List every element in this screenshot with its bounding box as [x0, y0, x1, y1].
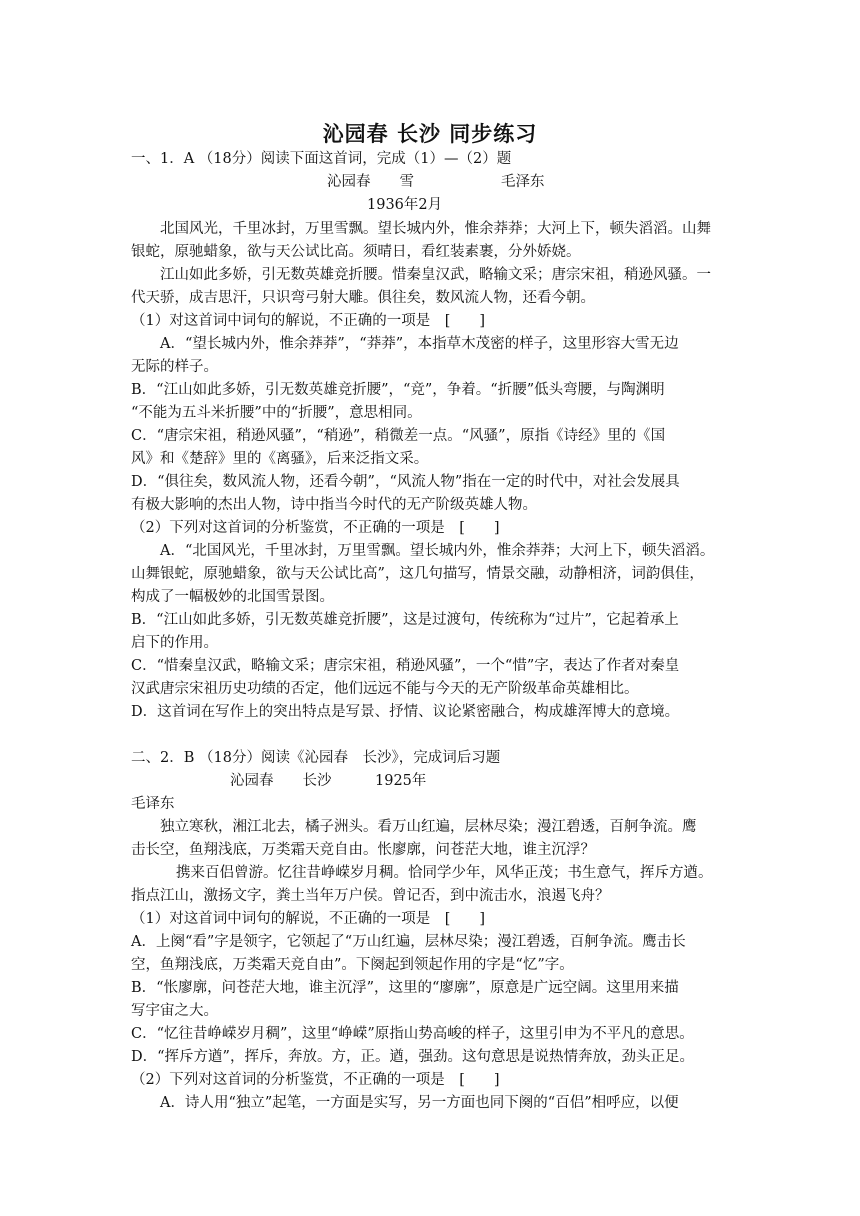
- option-line: 山舞银蛇，原驰蜡象，欲与天公试比高”，这几句描写，情景交融，动静相济，词韵俱佳，: [131, 566, 704, 582]
- poem-line: 携来百侣曾游。忆往昔峥嵘岁月稠。恰同学少年，风华正茂；书生意气，挥斥方遒。: [176, 865, 713, 881]
- option-line: 写宇宙之大。: [131, 1003, 218, 1019]
- poem-1-heading: 沁园春 雪 毛泽东: [327, 174, 545, 190]
- option-line: D．“挥斥方遒”，挥斥，奔放。方，正。遒，强劲。这句意思是说热情奔放，劲头正足。: [131, 1049, 694, 1065]
- option-line: C．“惜秦皇汉武，略输文采；唐宗宋祖，稍逊风骚”，一个“惜”字，表达了作者对秦皇: [131, 658, 680, 674]
- question-line: （1）对这首词中词句的解说，不正确的一项是 [ ]: [131, 313, 486, 329]
- option-line: C．“忆往昔峥嵘岁月稠”，这里“峥嵘”原指山势高峻的样子，这里引申为不平凡的意思。: [131, 1026, 694, 1042]
- poem-1-date: 1936年2月: [367, 197, 443, 213]
- poem-line: 代天骄，成吉思汗，只识弯弓射大雕。俱往矣，数风流人物，还看今朝。: [131, 290, 595, 306]
- poem-line: 独立寒秋，湘江北去，橘子洲头。看万山红遍，层林尽染；漫江碧透，百舸争流。鹰: [160, 819, 697, 835]
- option-line: D．“俱往矣，数风流人物，还看今朝”，“风流人物”指在一定的时代中，对社会发展具: [131, 474, 680, 490]
- poem-line: 击长空，鱼翔浅底，万类霜天竞自由。怅廖廓，问苍茫大地，谁主沉浮？: [131, 842, 595, 858]
- option-line: D．这首词在写作上的突出特点是写景、抒情、议论紧密融合，构成雄浑博大的意境。: [131, 704, 680, 720]
- poem-line: 江山如此多娇，引无数英雄竞折腰。惜秦皇汉武，略输文采；唐宗宋祖，稍逊风骚。一: [160, 267, 711, 283]
- poem-line: 北国风光，千里冰封，万里雪飘。望长城内外，惟余莽莽；大河上下，顿失滔滔。山舞: [160, 221, 711, 237]
- question-line: （2）下列对这首词的分析鉴赏，不正确的一项是 [ ]: [131, 1072, 500, 1088]
- poem-line: 指点江山，激扬文字，粪土当年万户侯。曾记否，到中流击水，浪遏飞舟？: [131, 888, 610, 904]
- section-2-heading: 二、2．B （18分）阅读《沁园春 长沙》，完成词后习题: [131, 750, 501, 766]
- option-line: 风》和《楚辞》里的《离骚》，后来泛指文采。: [131, 451, 429, 467]
- option-line: A．诗人用“独立”起笔，一方面是实写，另一方面也同下阕的“百侣”相呼应，以便: [160, 1095, 679, 1111]
- option-line: 启下的作用。: [131, 635, 218, 651]
- question-line: （2）下列对这首词的分析鉴赏，不正确的一项是 [ ]: [131, 520, 500, 536]
- option-line: A．“北国风光，千里冰封，万里雪飘。望长城内外，惟余莽莽；大河上下，顿失滔滔。: [160, 543, 715, 559]
- option-line: A．上阕“看”字是领字，它领起了“万山红遍，层林尽染；漫江碧透，百舸争流。鹰击长: [131, 934, 686, 950]
- poem-2-author: 毛译东: [131, 796, 175, 812]
- option-line: 汉武唐宗宋祖历史功绩的否定，他们远远不能与今天的无产阶级革命英雄相比。: [131, 681, 639, 697]
- option-line: 有极大影响的杰出人物，诗中指当今时代的无产阶级英雄人物。: [131, 497, 537, 513]
- option-line: 无际的样子。: [131, 359, 218, 375]
- option-line: 构成了一幅极妙的北国雪景图。: [131, 589, 334, 605]
- poem-2-heading: 沁园春 长沙 1925年: [230, 773, 427, 789]
- option-line: “不能为五斗米折腰”中的“折腰”，意思相同。: [131, 405, 422, 421]
- option-line: C．“唐宗宋祖，稍逊风骚”，“稍逊”，稍微差一点。“风骚”，原指《诗经》里的《国: [131, 428, 666, 444]
- question-line: （1）对这首词中词句的解说，不正确的一项是 [ ]: [131, 911, 486, 927]
- option-line: B．“江山如此多娇，引无数英雄竞折腰”，这是过渡句，传统称为“过片”，它起着承上: [131, 612, 679, 628]
- section-1-heading: 一、1．A （18分）阅读下面这首词，完成（1）—（2）题: [131, 151, 512, 167]
- option-line: B．“怅廖廓，问苍茫大地，谁主沉浮”，这里的“廖廓”，原意是广远空阔。这里用来描: [131, 980, 679, 996]
- option-line: 空，鱼翔浅底，万类霜天竞自由”。下阕起到领起作用的字是“忆”字。: [131, 957, 574, 973]
- document-title: 沁园春 长沙 同步练习: [322, 122, 538, 146]
- poem-line: 银蛇，原驰蜡象，欲与天公试比高。须晴日，看红装素裹，分外娇娆。: [131, 244, 581, 260]
- option-line: B．“江山如此多娇，引无数英雄竞折腰”，“竞”，争着。“折腰”低头弯腰，与陶渊明: [131, 382, 665, 398]
- option-line: A．“望长城内外，惟余莽莽”，“莽莽”，本指草木茂密的样子，这里形容大雪无边: [160, 336, 679, 352]
